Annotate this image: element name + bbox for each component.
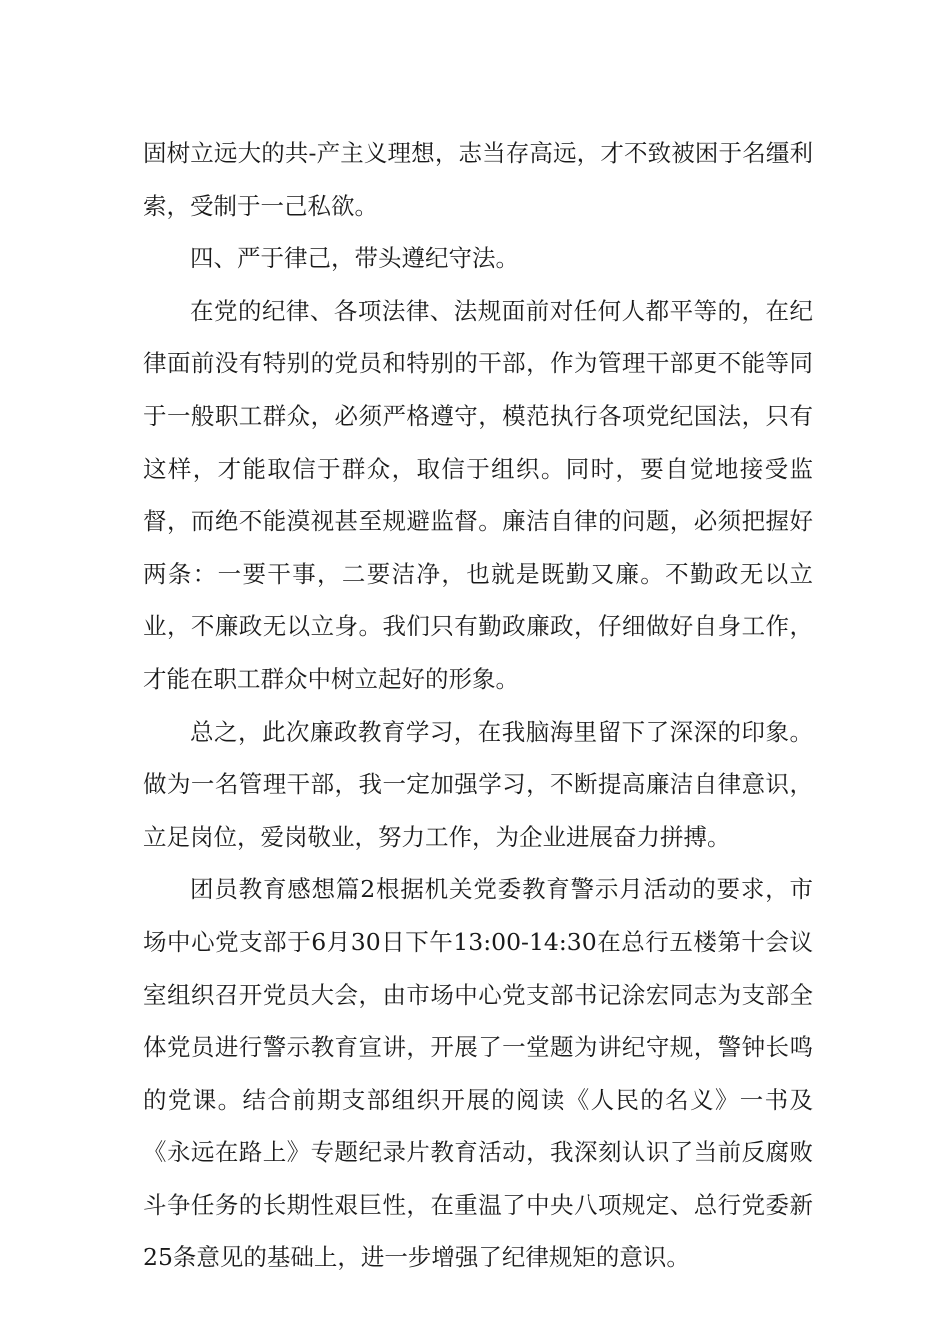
paragraph-continuation: 固树立远大的共-产主义理想，志当存高远，才不致被困于名缰利索，受制于一己私欲。	[143, 139, 813, 220]
paragraph-discipline: 在党的纪律、各项法律、法规面前对任何人都平等的，在纪律面前没有特别的党员和特别的干部，作为管理干部更不能等同于一般职工群众，必须严格遵守，模范执行各项党纪国法，只有这样，才能取信于群众，取信于组织。同时，要自觉地接受监督，而绝不能漠视甚至规避监督。廉洁自律的问题，必须把握好两条：一要干事，二要洁净，也就是既勤又廉。不勤政无以立业，不廉政无以立身。我们只有勤政廉政，仔细做好自身工作，才能在职工群众中树立起好的形象。	[143, 296, 813, 693]
section-heading-four: 四、严于律己，带头遵纪守法。	[190, 244, 519, 273]
paragraph-essay-two: 团员教育感想篇2根据机关党委教育警示月活动的要求，市场中心党支部于6月30日下午13:00-14:30在总行五楼第十会议室组织召开党员大会，由市场中心党支部书记涂宏同志为支部全体党员进行警示教育宣讲，开展了一堂题为讲纪守规，警钟长鸣的党课。结合前期支部组织开展的阅读《人民的名义》一书及《永远在路上》专题纪录片教育活动，我深刻认识了当前反腐败斗争任务的长期性艰巨性，在重温了中央八项规定、总行党委新25条意见的基础上，进一步增强了纪律规矩的意识。	[143, 875, 813, 1272]
document-body	[143, 127, 813, 1284]
paragraph-conclusion: 总之，此次廉政教育学习，在我脑海里留下了深深的印象。做为一名管理干部，我一定加强学习，不断提高廉洁自律意识，立足岗位，爱岗敬业，努力工作，为企业进展奋力拼搏。	[143, 717, 813, 851]
